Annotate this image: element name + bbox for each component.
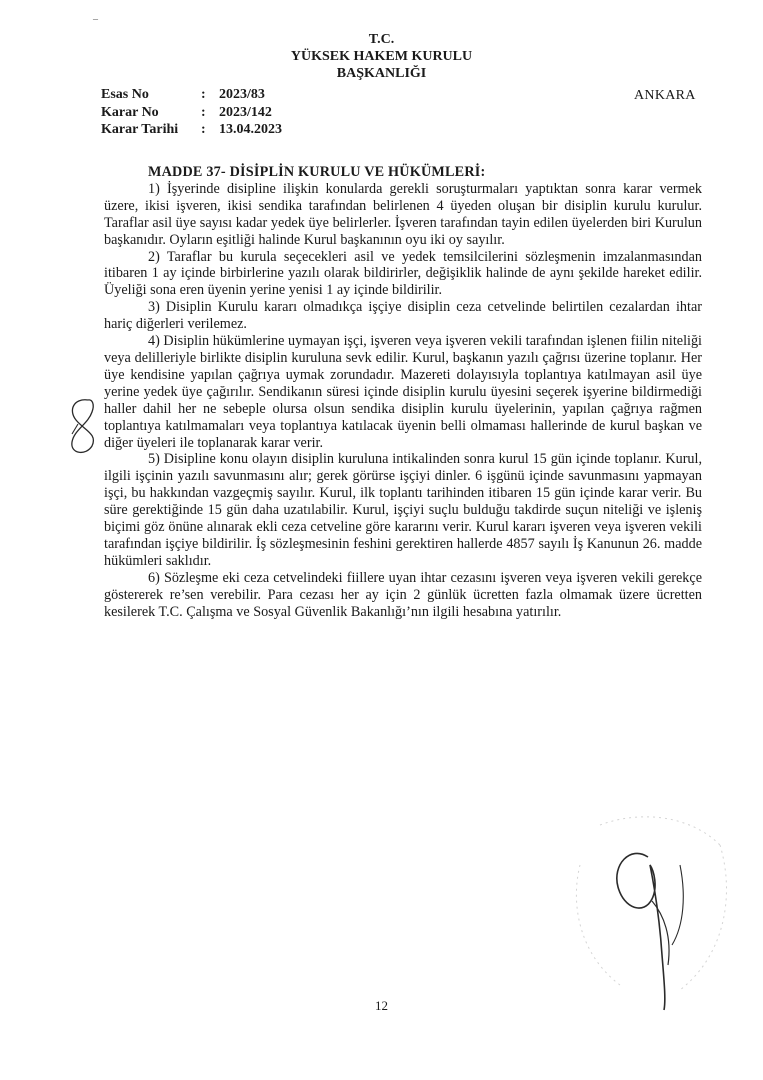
esas-label: Esas No — [101, 87, 149, 102]
document-header — [0, 31, 763, 82]
article-body — [104, 164, 702, 620]
esas-row — [101, 86, 282, 104]
article-paragraph-1: 1) İşyerinde disipline ilişkin konularda gerekli soruşturmaları yaptıktan sonra karar vermek üzere, ikisi işveren, ikisi sendika tarafından belirlenen 4 üyeden oluşan bir disiplin kurulu kurulur. Taraflar asil üye sayısı kadar yedek üye belirlerler. İşveren tarafından tayin edilen üyelerden biri Kurulun başkanıdır. Oyların eşitliği halinde Kurul başkanının oyu iki oy sayılır. — [104, 180, 702, 248]
city-name: ANKARA — [634, 88, 696, 103]
article-paragraph-3: 3) Disiplin Kurulu kararı olmadıkça işçiye disiplin ceza cetvelinde belirtilen cezalardan ihtar hariç diğerleri verilemez. — [104, 299, 702, 333]
karar-tarihi-label: Karar Tarihi — [101, 122, 179, 137]
header-line-presidency: BAŞKANLIĞI — [336, 66, 427, 81]
header-line-institution: YÜKSEK HAKEM KURULU — [290, 49, 473, 64]
karar-row — [101, 104, 282, 122]
karar-label: Karar No — [101, 104, 159, 120]
article-paragraph-5: 5) Disipline konu olayın disiplin kuruluna intikalinden sonra kurul 15 gün içinde toplanır. Kurul, ilgili işçinin yazılı savunmasını alır; gerek görürse işçiyi dinler. 6 işgünü içinde savunmasını yapmayan işçi, bu hakkından vazgeçmiş sayılır. Kurul, ilk toplantı tarihinden itibaren 15 gün içinde karar verir. Bu süre gerektiğinde 15 gün daha uzatılabilir. Kurul, işçiyi suçlu bulduğu takdirde suçun niteliği ve işleniş biçimi göz önüne alınarak ekli ceza cetveline göre kararını verir. Kurul kararı işveren veya işveren vekili tarafından işçiye bildirilir. İş sözleşmesinin feshini gerektiren hallerde 4857 sayılı İş Kanunun 26. madde hükümleri saklıdır. — [104, 451, 702, 569]
karar-value: 2023/142 — [219, 104, 272, 120]
header-line-tc: T.C. — [368, 32, 395, 47]
karar-tarihi-colon: : — [201, 122, 206, 137]
corner-mark: – — [93, 14, 98, 25]
article-paragraph-6: 6) Sözleşme eki ceza cetvelindeki fiillere uyan ihtar cezasını işveren veya işveren vekili gerekçe göstererek re’sen verebilir. Para cezası her ay için 2 günlük ücretten fazla olmamak üzere ücretten kesilerek T.C. Çalışma ve Sosyal Güvenlik Bakanlığı’nın ilgili hesabına yatırılır. — [104, 569, 702, 620]
page-number: 12 — [375, 998, 388, 1013]
karar-colon: : — [201, 104, 206, 120]
esas-value: 2023/83 — [219, 87, 265, 102]
esas-colon: : — [201, 87, 206, 102]
karar-tarihi-row — [101, 121, 282, 139]
article-title: MADDE 37- DİSİPLİN KURULU VE HÜKÜMLERİ: — [148, 164, 486, 180]
handwritten-initial-icon — [58, 394, 106, 458]
article-paragraph-2: 2) Taraflar bu kurula seçecekleri asil ve yedek temsilcilerini sözleşmenin imzalanmasından itibaren 1 ay içinde birbirlerine yazılı olarak bildirirler, değişiklik halinde de aynı şekilde hareket edilir. Üyeliği sona eren üyenin yerine yenisi 1 ay içinde bildirilir. — [104, 248, 702, 299]
case-metadata — [101, 86, 282, 139]
signature-icon — [560, 805, 740, 1015]
karar-tarihi-value: 13.04.2023 — [219, 122, 282, 137]
article-paragraph-4: 4) Disiplin hükümlerine uymayan işçi, işveren veya işveren vekili tarafından işlenen fiilin niteliği veya delilleriyle birlikte disiplin kuruluna sevk edilir. Kurul, başkanın yazılı çağrısı üzerine toplanır. Her üye kendisine yapılan çağrıya uymak zorundadır. Mazereti dolayısıyla toplantıya katılmayan asil üye yerine yedek üye çağırılır. Sendikanın süresi içinde disiplin kurulu üyesini seçerek işyerine bildirmediği haller dahil her ne sebeple olursa olsun sendika disiplin kurulu üyelerinin, yapılan çağrıya rağmen toplantıya katılmamaları veya toplantıya katılacak üyenin belli olmaması hallerinde de kurul başkan ve diğer üyeleri ile toplanarak karar verir. — [104, 333, 702, 451]
